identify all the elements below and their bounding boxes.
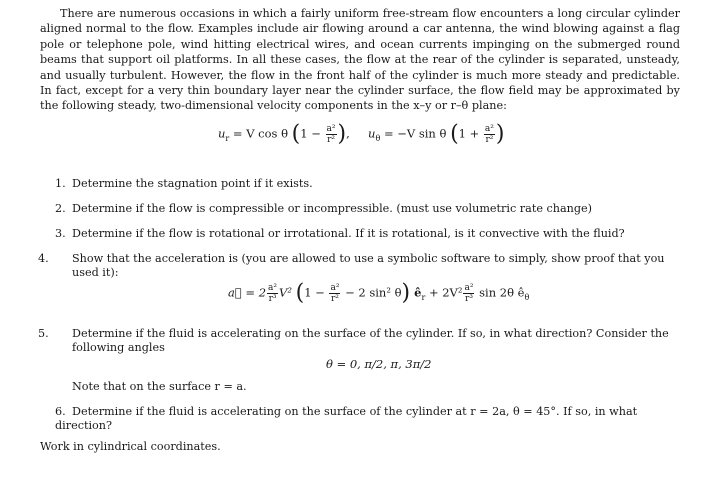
frac-numerator: a² xyxy=(484,124,494,134)
frac-numerator: a² xyxy=(330,283,340,293)
paren-open: ( xyxy=(450,121,459,147)
item-number: 5. xyxy=(38,327,49,340)
list-item xyxy=(55,202,680,216)
item-text: Determine the stagnation point if it exists. xyxy=(72,177,313,190)
surface-note: Note that on the surface r = a. xyxy=(72,380,247,393)
item-number: 3. xyxy=(55,227,66,240)
ur-rhs: = V cos θ xyxy=(229,126,289,141)
item-number: 2. xyxy=(55,202,66,215)
list-item xyxy=(55,405,680,433)
frac-denominator: r³ xyxy=(268,294,277,304)
item-text: Determine if the flow is compressible or incompressible. (must use volumetric rate change) xyxy=(72,202,592,215)
paren-close: ) xyxy=(337,121,347,147)
utheta-one-plus: 1 + xyxy=(458,126,480,141)
list-item xyxy=(38,252,680,280)
accel-one-minus: 1 − xyxy=(304,285,325,300)
ur-one-minus: 1 − xyxy=(300,126,321,141)
accel-frac-1 xyxy=(267,283,278,304)
utheta-fraction xyxy=(484,124,495,145)
paren-open: ( xyxy=(291,121,301,147)
unit-vector-r: ê xyxy=(410,285,422,300)
paren-open: ( xyxy=(295,280,305,306)
frac-numerator: a² xyxy=(464,283,474,293)
item-text: Determine if the fluid is accelerating on the surface of the cylinder at r = 2a, θ = 45°. If so, in what direction? xyxy=(55,405,638,432)
utheta-symbol: u xyxy=(368,126,376,141)
frac-numerator: a² xyxy=(326,124,336,134)
paren-close: ) xyxy=(495,121,505,147)
accel-v-squared: V² xyxy=(279,285,292,300)
unit-vector-theta-sub: θ xyxy=(524,292,530,302)
separator: , xyxy=(346,126,350,141)
ur-symbol: u xyxy=(218,126,226,141)
frac-denominator: r³ xyxy=(465,294,473,304)
unit-vector-r-sub: r xyxy=(421,292,426,302)
intro-paragraph: There are numerous occasions in which a fairly uniform free-stream flow encounters a long circular cylinder aligned normal to the flow. Examples include air flowing around a car antenna, the wind blowing against a flag pole or telephone pole, wind hitting electrical wires, and ocean currents impinging on the submerged round beams that support oil platforms. In all these cases, the flow at the rear of the cylinder is separated, unsteady, and usually turbulent. However, the flow in the front half of the cylinder is much more steady and predictable. In fact, except for a very thin boundary layer near the cylinder surface, the flow field may be approximated by the following steady, two-dimensional velocity components in the x–y or r–θ plane: xyxy=(40,7,680,113)
frac-denominator: r² xyxy=(327,135,335,145)
item-number: 6. xyxy=(55,405,66,418)
paren-close: ) xyxy=(401,280,411,306)
accel-lhs: a⃗ = 2 xyxy=(228,285,267,300)
item-text: Determine if the fluid is accelerating on the surface of the cylinder. If so, in what direction? Consider the following angles xyxy=(72,327,669,354)
accel-frac-3 xyxy=(463,283,474,304)
utheta-rhs: = −V sin θ xyxy=(380,126,447,141)
frac-denominator: r² xyxy=(330,294,339,304)
item-text: Determine if the flow is rotational or irrotational. If it is rotational, is it convective with the fluid? xyxy=(72,227,625,240)
utheta-subscript: θ xyxy=(375,133,381,143)
list-item xyxy=(55,177,680,191)
ur-fraction xyxy=(326,124,337,145)
item-text: Show that the acceleration is (you are allowed to use a symbolic software to simply, show proof that you used it): xyxy=(72,252,665,279)
accel-mid-term: + 2V² xyxy=(425,285,463,300)
ur-subscript: r xyxy=(225,133,230,143)
frac-denominator: r² xyxy=(485,135,494,145)
acceleration-equation xyxy=(228,280,530,306)
item-number: 1. xyxy=(55,177,66,190)
accel-sin-term: − 2 sin² θ xyxy=(341,285,402,300)
accel-frac-2 xyxy=(329,283,340,304)
list-item xyxy=(38,327,680,355)
velocity-equation xyxy=(218,121,505,147)
list-item xyxy=(55,227,680,241)
frac-numerator: a² xyxy=(268,283,278,293)
accel-sin2-term: sin 2θ ê xyxy=(475,285,525,300)
angles-equation: θ = 0, π/2, π, 3π/2 xyxy=(326,357,432,371)
footer-note: Work in cylindrical coordinates. xyxy=(40,440,221,453)
item-number: 4. xyxy=(38,252,49,265)
